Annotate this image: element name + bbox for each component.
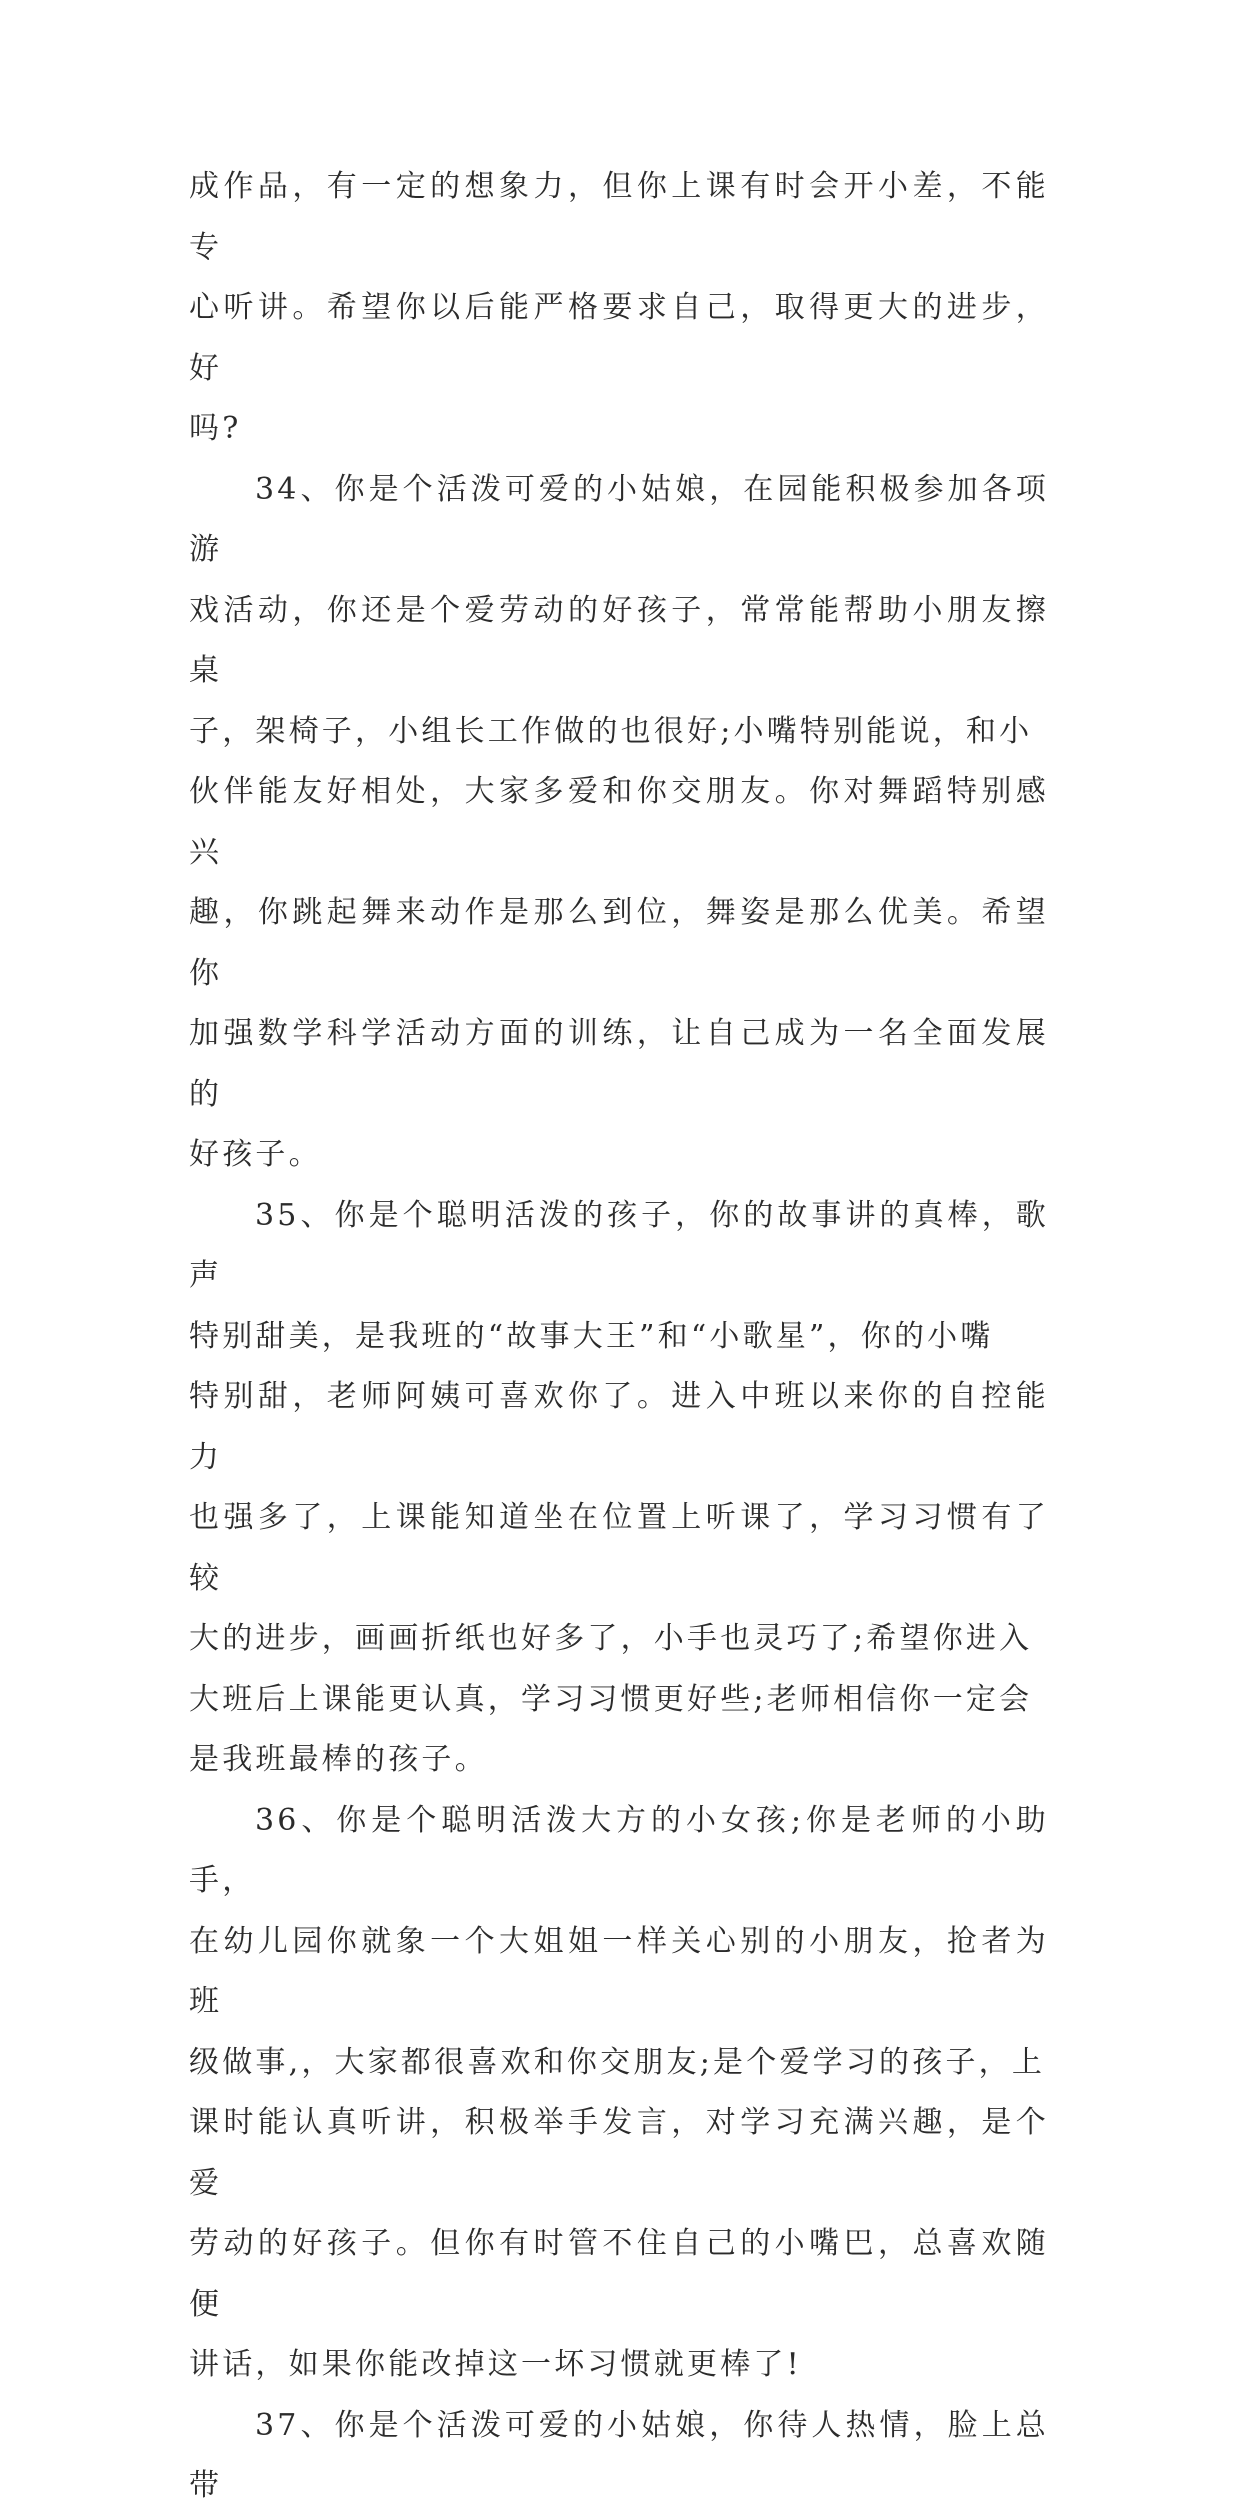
text-line: 伙伴能友好相处，大家多爱和你交朋友。你对舞蹈特别感兴 [189,774,1049,870]
text-line: 级做事,，大家都很喜欢和你交朋友;是个爱学习的孩子，上 [189,2044,1046,2080]
text-line: 36、你是个聪明活泼大方的小女孩;你是老师的小助手， [189,1802,1049,1898]
text-line: 特别甜美，是我班的“故事大王”和“小歌星”，你的小嘴 [189,1318,994,1354]
text-line: 是我班最棒的孩子。 [189,1742,488,1777]
text-line: 成作品，有一定的想象力，但你上课有时会开小差，不能专 [189,169,1049,265]
text-line: 子，架椅子，小组长工作做的也很好;小嘴特别能说，和小 [189,713,1033,749]
text-line: 大班后上课能更认真，学习习惯更好些;老师相信你一定会 [189,1681,1033,1717]
text-line: 特别甜，老师阿姨可喜欢你了。进入中班以来你的自控能力 [189,1379,1049,1475]
text-line: 趣，你跳起舞来动作是那么到位，舞姿是那么优美。希望你 [189,895,1049,991]
text-line: 37、你是个活泼可爱的小姑娘，你待人热情，脸上总带 [189,2407,1049,2503]
text-line: 35、你是个聪明活泼的孩子，你的故事讲的真棒，歌声 [189,1197,1049,1293]
text-line: 好孩子。 [189,1137,322,1172]
paragraph [189,1186,1049,1791]
text-line: 戏活动，你还是个爱劳动的好孩子，常常能帮助小朋友擦桌 [189,592,1049,688]
text-line: 吗? [189,411,242,446]
paragraph [189,157,1049,460]
text-line: 心听讲。希望你以后能严格要求自己，取得更大的进步，好 [189,290,1049,386]
paragraph [189,2396,1049,2517]
text-line: 在幼儿园你就象一个大姐姐一样关心别的小朋友，抢者为班 [189,1923,1049,2019]
text-line: 34、你是个活泼可爱的小姑娘，在园能积极参加各项游 [189,471,1049,567]
document-body [189,157,1049,2517]
text-line: 劳动的好孩子。但你有时管不住自己的小嘴巴，总喜欢随便 [189,2226,1049,2322]
text-line: 也强多了，上课能知道坐在位置上听课了，学习习惯有了较 [189,1500,1049,1596]
text-line: 课时能认真听讲，积极举手发言，对学习充满兴趣，是个爱 [189,2105,1049,2201]
paragraph [189,460,1049,1186]
text-line: 大的进步，画画折纸也好多了，小手也灵巧了;希望你进入 [189,1621,1033,1656]
paragraph [189,1791,1049,2396]
text-line: 加强数学科学活动方面的训练，让自己成为一名全面发展的 [189,1016,1049,1112]
text-line: 讲话，如果你能改掉这一坏习惯就更棒了! [189,2347,802,2382]
